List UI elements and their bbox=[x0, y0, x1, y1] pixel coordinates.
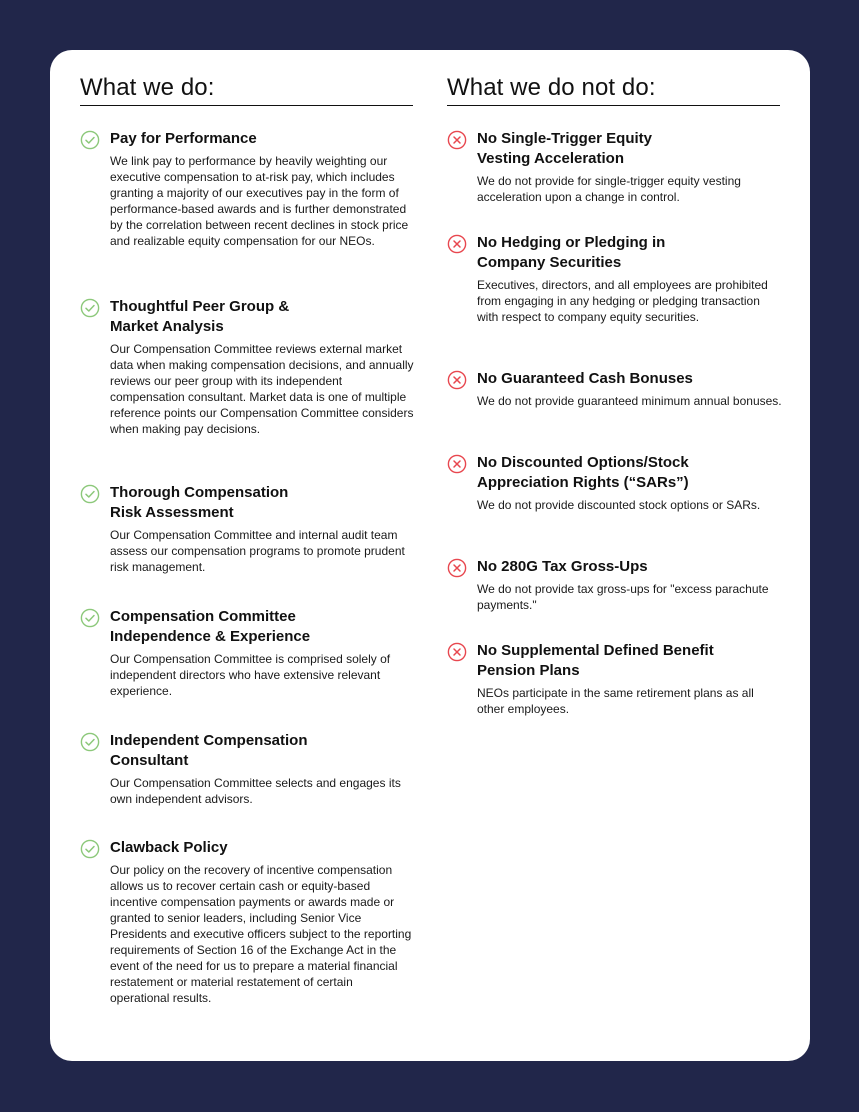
check-circle-icon bbox=[80, 839, 100, 859]
dont-item-title: No Hedging or Pledging in Company Securities bbox=[477, 234, 666, 271]
x-circle-icon bbox=[447, 642, 467, 662]
do-item-description: Our policy on the recovery of incentive compensation allows us to recover certain cash or equity-based incentive compensation payments or awards made or granted to senior leaders, including Senior Vice Presidents and executive officers subject to the reporting requirements of Section 16 of the Exchange Act in the event of the need for us to prepare a material financial restatement or material restatement of certain operational results. bbox=[110, 863, 412, 1005]
x-circle-icon bbox=[447, 234, 467, 254]
what-we-do-not-do-column bbox=[447, 74, 782, 716]
what-we-do-heading: What we do: bbox=[80, 74, 413, 106]
check-circle-icon bbox=[80, 732, 100, 752]
dont-item-title: No Supplemental Defined Benefit Pension Plans bbox=[477, 642, 714, 679]
x-circle-icon bbox=[447, 454, 467, 474]
do-item-peer-group bbox=[80, 297, 415, 437]
do-item-committee-independence bbox=[80, 607, 415, 699]
dont-item-discounted-options bbox=[447, 453, 782, 513]
check-circle-icon bbox=[80, 298, 100, 318]
do-item-title: Thorough Compensation Risk Assessment bbox=[110, 484, 289, 521]
dont-item-description: Executives, directors, and all employees are prohibited from engaging in any hedging or pledging transaction with respect to company equity securities. bbox=[477, 278, 768, 324]
dont-item-guaranteed-bonuses bbox=[447, 369, 782, 409]
do-item-title: Independent Compensation Consultant bbox=[110, 732, 308, 769]
dont-item-description: We do not provide guaranteed minimum annual bonuses. bbox=[477, 394, 782, 408]
do-item-clawback-policy bbox=[80, 838, 415, 1006]
what-we-do-column bbox=[80, 74, 414, 1005]
do-item-title: Compensation Committee Independence & Experience bbox=[110, 608, 311, 645]
dont-item-description: We do not provide discounted stock options or SARs. bbox=[477, 498, 761, 512]
do-item-description: We link pay to performance by heavily weighting our executive compensation to at-risk pay, which includes granting a majority of our executives pay in the form of performance-based awards and is further demonstrated by the correlation between recent declines in stock price and realizable equity compensation for our NEOs. bbox=[110, 154, 409, 248]
dont-item-hedging-pledging bbox=[447, 233, 782, 325]
dont-item-single-trigger bbox=[447, 129, 782, 205]
dont-item-description: We do not provide for single-trigger equity vesting acceleration upon a change in control. bbox=[477, 174, 741, 204]
check-circle-icon bbox=[80, 608, 100, 628]
do-item-title: Thoughtful Peer Group & Market Analysis bbox=[110, 298, 290, 335]
dont-item-description: NEOs participate in the same retirement plans as all other employees. bbox=[477, 686, 754, 716]
what-we-do-not-do-heading: What we do not do: bbox=[447, 74, 780, 106]
check-circle-icon bbox=[80, 130, 100, 150]
do-item-title: Pay for Performance bbox=[110, 130, 257, 147]
x-circle-icon bbox=[447, 370, 467, 390]
x-circle-icon bbox=[447, 558, 467, 578]
dont-item-title: No Guaranteed Cash Bonuses bbox=[477, 370, 693, 387]
do-item-description: Our Compensation Committee and internal audit team assess our compensation programs to promote prudent risk management. bbox=[110, 528, 405, 574]
do-item-risk-assessment bbox=[80, 483, 415, 575]
x-circle-icon bbox=[447, 130, 467, 150]
dont-item-pension-plans bbox=[447, 641, 782, 717]
dont-item-title: No Single-Trigger Equity Vesting Acceleration bbox=[477, 130, 653, 167]
do-item-description: Our Compensation Committee selects and engages its own independent advisors. bbox=[110, 776, 401, 806]
dont-item-title: No Discounted Options/Stock Appreciation Rights (“SARs”) bbox=[477, 454, 689, 491]
do-item-pay-for-performance bbox=[80, 129, 415, 249]
dont-item-description: We do not provide tax gross-ups for "excess parachute payments." bbox=[477, 582, 769, 612]
dont-item-tax-gross-ups bbox=[447, 557, 782, 613]
check-circle-icon bbox=[80, 484, 100, 504]
do-item-description: Our Compensation Committee is comprised solely of independent directors who have extensive relevant experience. bbox=[110, 652, 391, 698]
do-item-title: Clawback Policy bbox=[110, 839, 228, 856]
policy-card bbox=[50, 50, 810, 1061]
do-item-description: Our Compensation Committee reviews external market data when making compensation decisions, and annually reviews our peer group with its independent compensation consultant. Market data is one of multiple reference points our Compensation Committee considers when making pay decisions. bbox=[110, 342, 414, 436]
do-item-independent-consultant bbox=[80, 731, 415, 807]
dont-item-title: No 280G Tax Gross-Ups bbox=[477, 558, 648, 575]
